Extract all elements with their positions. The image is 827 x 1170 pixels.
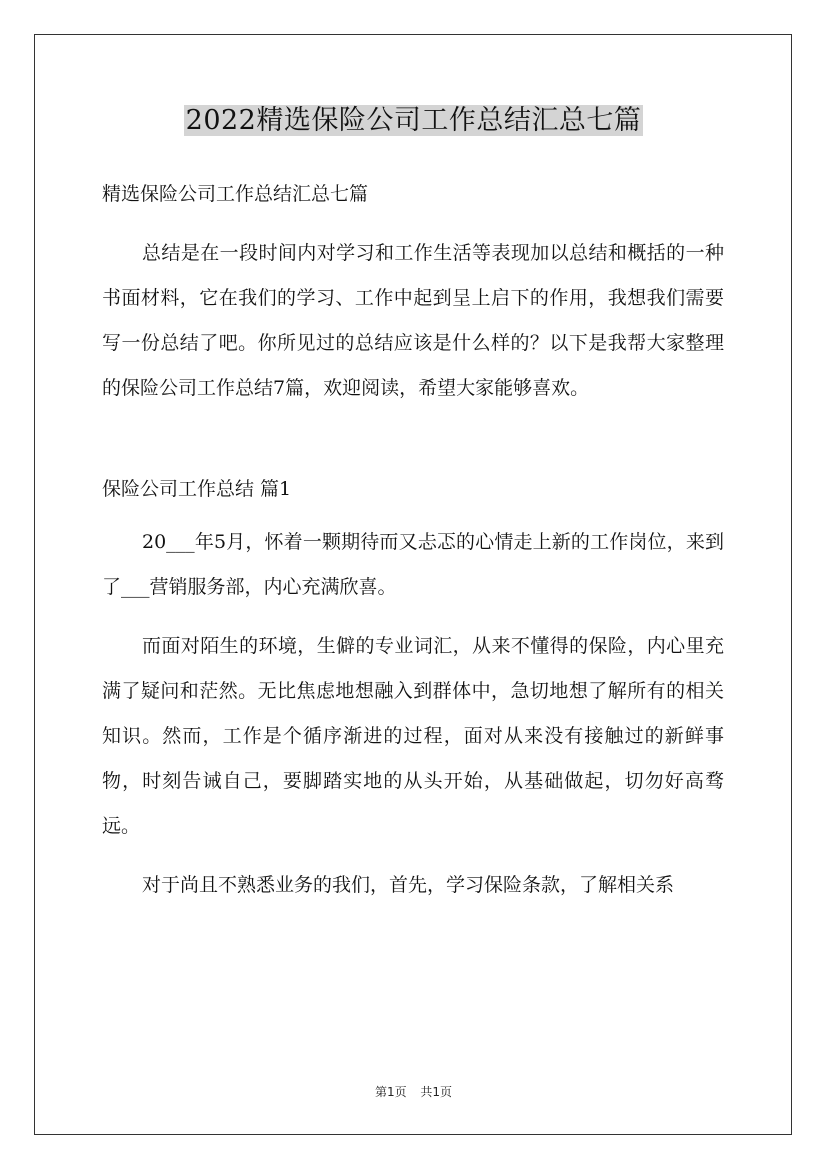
intro-paragraph: 总结是在一段时间内对学习和工作生活等表现加以总结和概括的一种书面材料，它在我们的学习、工作中起到呈上启下的作用，我想我们需要写一份总结了吧。你所见过的总结应该是什么样的？以下是我帮大家整理的保险公司工作总结7篇，欢迎阅读，希望大家能够喜欢。 [102,242,724,399]
document-subtitle: 精选保险公司工作总结汇总七篇 [102,183,369,205]
section-spacer [102,425,724,467]
page-number-total: 共1页 [420,1085,453,1099]
page-number-current: 第1页 [374,1085,407,1099]
document-title [0,100,827,142]
body-paragraph-1: 20___年5月，怀着一颗期待而又忐忑的心情走上新的工作岗位，来到了___营销服务部，内心充满欣喜。 [102,531,724,598]
body-paragraph-3: 对于尚且不熟悉业务的我们，首先，学习保险条款，了解相关系 [142,874,675,896]
body-paragraph-2: 而面对陌生的环境，生僻的专业词汇，从来不懂得的保险，内心里充满了疑问和茫然。无比焦虑地想融入到群体中，急切地想了解所有的相关知识。然而，工作是个循序渐进的过程，面对从来没有接触过的新鲜事物，时刻告诫自己，要脚踏实地的从头开始，从基础做起，切勿好高骛远。 [102,635,724,837]
page-footer [0,1083,827,1100]
section-heading: 保险公司工作总结 篇1 [102,478,292,500]
document-body [102,172,724,922]
document-title-text: 2022精选保险公司工作总结汇总七篇 [185,105,642,136]
